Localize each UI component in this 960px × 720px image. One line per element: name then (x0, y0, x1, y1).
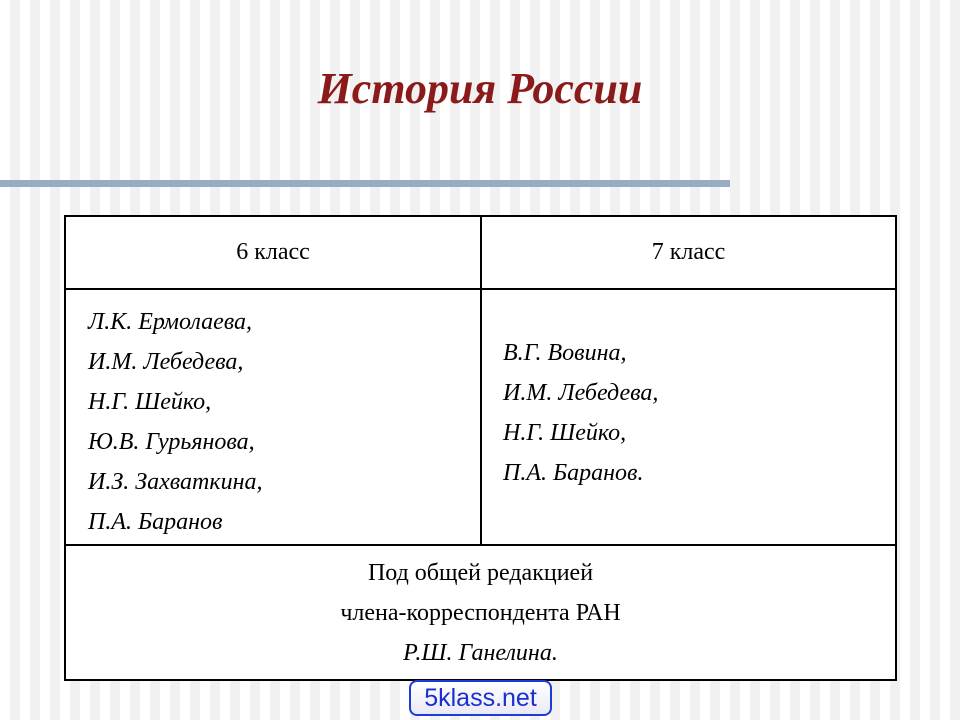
author-name: И.М. Лебедева, (503, 380, 659, 406)
slide-title: История России (317, 64, 643, 113)
author-name: Л.К. Ермолаева, (88, 309, 253, 335)
grade-6-author-list (88, 302, 262, 542)
author-name: И.З. Захваткина, (88, 469, 263, 495)
author-name: П.А. Баранов (88, 509, 223, 535)
author-name: Ю.В. Гурьянова, (88, 429, 255, 455)
site-link-badge[interactable]: 5klass.net (409, 680, 552, 716)
editor-credit-line: члена-корреспондента РАН (340, 599, 621, 626)
author-name: П.А. Баранов. (503, 460, 644, 486)
editor-credit (66, 546, 895, 679)
author-name: Н.Г. Шейко, (88, 389, 212, 415)
editor-credit-line: Под общей редакцией (367, 559, 594, 586)
author-name: И.М. Лебедева, (88, 349, 244, 375)
header-grade-7: 7 класс (651, 239, 726, 265)
editor-name: Р.Ш. Ганелина. (403, 639, 558, 666)
authors-table (64, 215, 897, 681)
title-underline (0, 180, 730, 187)
header-grade-6: 6 класс (236, 239, 310, 265)
grade-7-author-list (503, 333, 658, 493)
author-name: В.Г. Вовина, (503, 340, 627, 366)
author-name: Н.Г. Шейко, (503, 420, 627, 446)
header-row-divider (66, 288, 895, 290)
